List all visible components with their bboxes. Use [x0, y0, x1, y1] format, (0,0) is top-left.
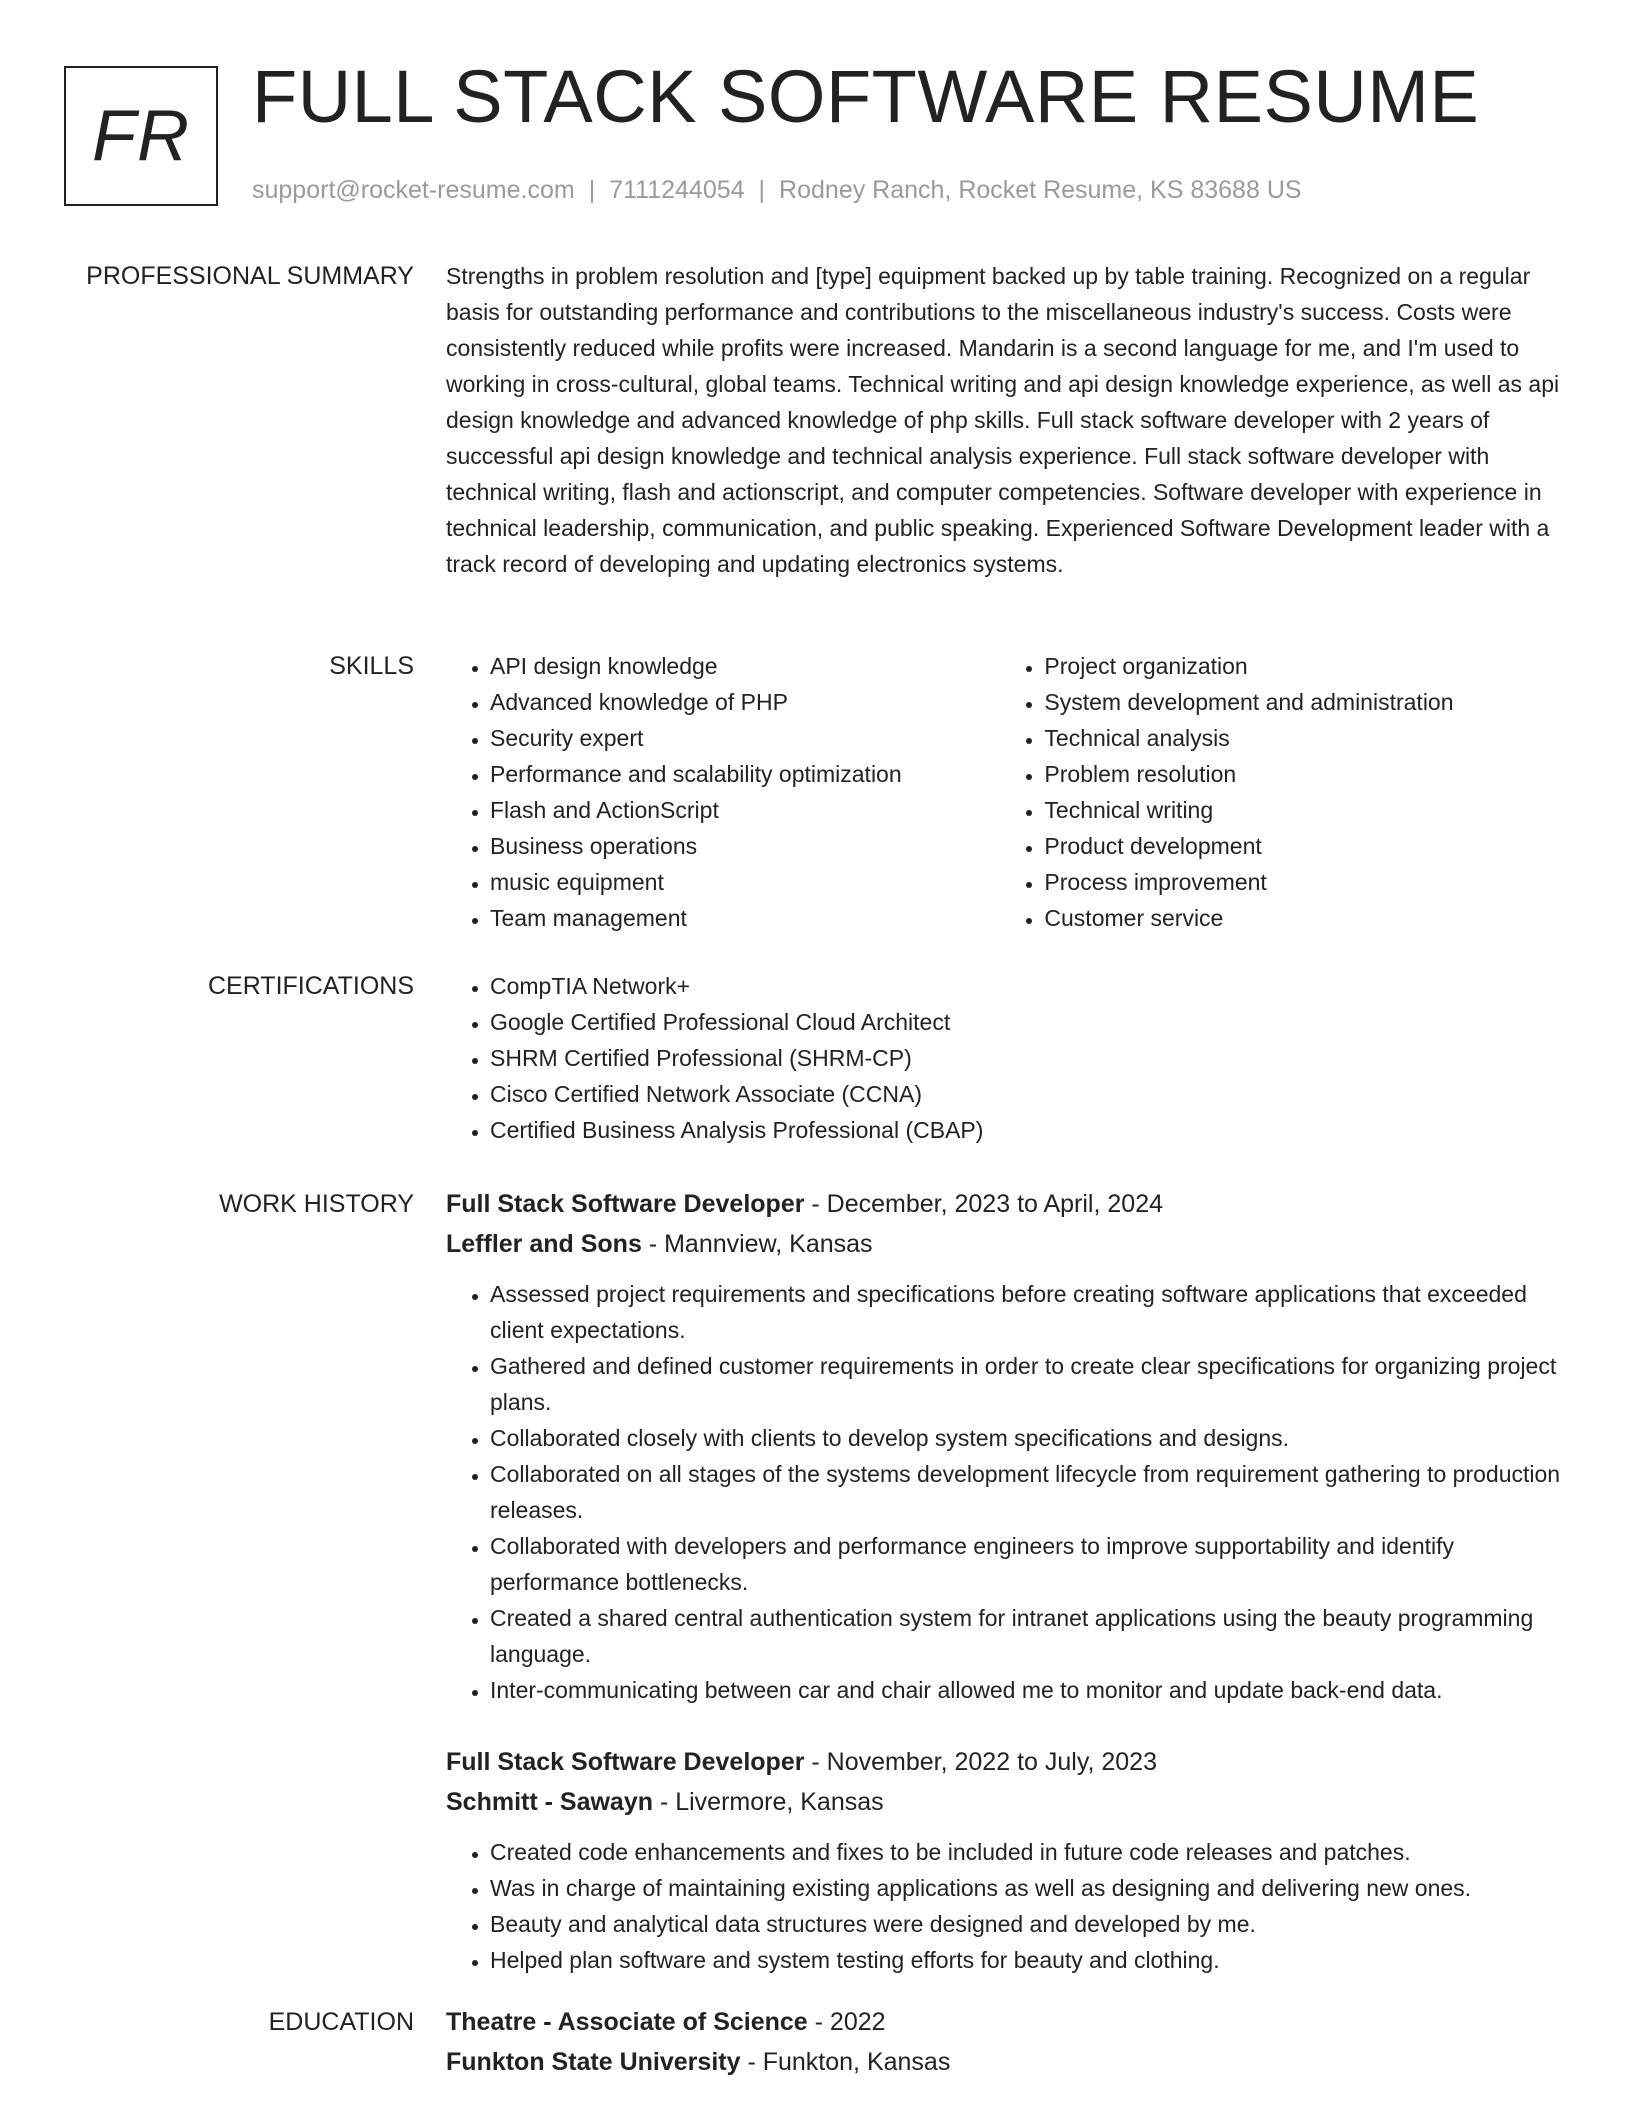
skill-item: • Flash and ActionScript: [490, 792, 1000, 828]
section-label-summary: PROFESSIONAL SUMMARY: [86, 262, 414, 290]
education-location: - Funkton, Kansas: [740, 2048, 951, 2076]
contact-email: support@rocket-resume.com: [252, 176, 575, 204]
contact-separator: |: [758, 176, 766, 204]
skills-column-b: [1000, 648, 1566, 936]
job-title: Full Stack Software Developer: [446, 1748, 805, 1776]
skill-item: • Technical analysis: [1044, 720, 1566, 756]
section-label-skills: SKILLS: [329, 652, 414, 680]
job-bullet: • Created a shared central authentication system for intranet applications using the beauty programming language.: [490, 1600, 1566, 1672]
certifications-list: [446, 968, 1566, 1148]
skill-item: • Project organization: [1044, 648, 1566, 684]
skill-item: • Customer service: [1044, 900, 1566, 936]
education-degree-line: [446, 2002, 1566, 2042]
skill-item: • API design knowledge: [490, 648, 1000, 684]
job-title-line: [446, 1742, 1566, 1782]
job-bullet: • Collaborated with developers and performance engineers to improve supportability and identify performance bottlenecks.: [490, 1528, 1566, 1600]
job-bullet: • Was in charge of maintaining existing applications as well as designing and delivering new ones.: [490, 1870, 1566, 1906]
job-company: Schmitt - Sawayn: [446, 1788, 653, 1816]
job-bullet: • Helped plan software and system testing efforts for beauty and clothing.: [490, 1942, 1566, 1978]
skill-item: • Business operations: [490, 828, 1000, 864]
job-entry: [446, 1742, 1566, 1978]
job-bullets: [446, 1276, 1566, 1708]
certification-item: • SHRM Certified Professional (SHRM-CP): [490, 1040, 1566, 1076]
job-bullet: • Beauty and analytical data structures were designed and developed by me.: [490, 1906, 1566, 1942]
skills-body: [446, 648, 1566, 936]
job-dates: - December, 2023 to April, 2024: [804, 1190, 1163, 1218]
job-entry: [446, 1184, 1566, 1708]
job-bullet: • Assessed project requirements and specifications before creating software applications that exceeded client expectations.: [490, 1276, 1566, 1348]
skill-item: • Performance and scalability optimization: [490, 756, 1000, 792]
section-label-education: EDUCATION: [268, 2008, 414, 2036]
certification-item: • Certified Business Analysis Professional (CBAP): [490, 1112, 1566, 1148]
summary-text: Strengths in problem resolution and [type] equipment backed up by table training. Recognized on a regular basis for outstanding performance and contributions to the miscellaneous industry's success. Costs were consistently reduced while profits were increased. Mandarin is a second language for me, and I'm used to working in cross-cultural, global teams. Technical writing and api design knowledge experience, as well as api design knowledge and advanced knowledge of php skills. Full stack software developer with 2 years of successful api design knowledge and technical analysis experience. Full stack software developer with technical writing, flash and actionscript, and computer competencies. Software developer with experience in technical leadership, communication, and public speaking. Experienced Software Development leader with a track record of developing and updating electronics systems.: [446, 263, 1560, 577]
job-bullet: • Collaborated on all stages of the systems development lifecycle from requirement gathering to production releases.: [490, 1456, 1566, 1528]
skill-item: • Team management: [490, 900, 1000, 936]
skill-item: • Problem resolution: [1044, 756, 1566, 792]
education-body: [446, 2002, 1566, 2082]
section-label-certifications: CERTIFICATIONS: [207, 972, 414, 1000]
skill-item: • Security expert: [490, 720, 1000, 756]
job-dates: - November, 2022 to July, 2023: [804, 1748, 1157, 1776]
education-school-line: [446, 2042, 1566, 2082]
certification-item: • Cisco Certified Network Associate (CCNA): [490, 1076, 1566, 1112]
work-history-body: [446, 1184, 1566, 2012]
skill-item: • Process improvement: [1044, 864, 1566, 900]
skill-item: • music equipment: [490, 864, 1000, 900]
contact-address: Rodney Ranch, Rocket Resume, KS 83688 US: [779, 176, 1302, 204]
job-location: - Mannview, Kansas: [641, 1230, 873, 1258]
certification-item: • CompTIA Network+: [490, 968, 1566, 1004]
education-year: - 2022: [807, 2008, 886, 2036]
job-title-line: [446, 1184, 1566, 1224]
monogram-initials: FR: [92, 96, 190, 176]
job-bullet: • Created code enhancements and fixes to be included in future code releases and patches.: [490, 1834, 1566, 1870]
job-bullet: • Collaborated closely with clients to develop system specifications and designs.: [490, 1420, 1566, 1456]
certification-item: • Google Certified Professional Cloud Architect: [490, 1004, 1566, 1040]
education-degree: Theatre - Associate of Science: [446, 2008, 808, 2036]
contact-separator: |: [588, 176, 596, 204]
resume-title: FULL STACK SOFTWARE RESUME: [252, 55, 1480, 138]
job-title: Full Stack Software Developer: [446, 1190, 805, 1218]
skills-column-a: [446, 648, 1000, 936]
certifications-body: [446, 968, 1566, 1148]
job-company-line: [446, 1782, 1566, 1822]
job-bullets: [446, 1834, 1566, 1978]
job-bullet: • Inter-communicating between car and chair allowed me to monitor and update back-end data.: [490, 1672, 1566, 1708]
job-company-line: [446, 1224, 1566, 1264]
skill-item: • Technical writing: [1044, 792, 1566, 828]
contact-phone: 7111244054: [609, 176, 745, 204]
education-school: Funkton State University: [446, 2048, 741, 2076]
skill-item: • Product development: [1044, 828, 1566, 864]
skill-item: • System development and administration: [1044, 684, 1566, 720]
job-bullet: • Gathered and defined customer requirements in order to create clear specifications for organizing project plans.: [490, 1348, 1566, 1420]
monogram-box: [64, 66, 218, 206]
job-company: Leffler and Sons: [446, 1230, 642, 1258]
contact-line: [252, 176, 1302, 205]
section-label-work-history: WORK HISTORY: [219, 1190, 414, 1218]
summary-body: [446, 258, 1566, 582]
job-location: - Livermore, Kansas: [653, 1788, 884, 1816]
skill-item: • Advanced knowledge of PHP: [490, 684, 1000, 720]
